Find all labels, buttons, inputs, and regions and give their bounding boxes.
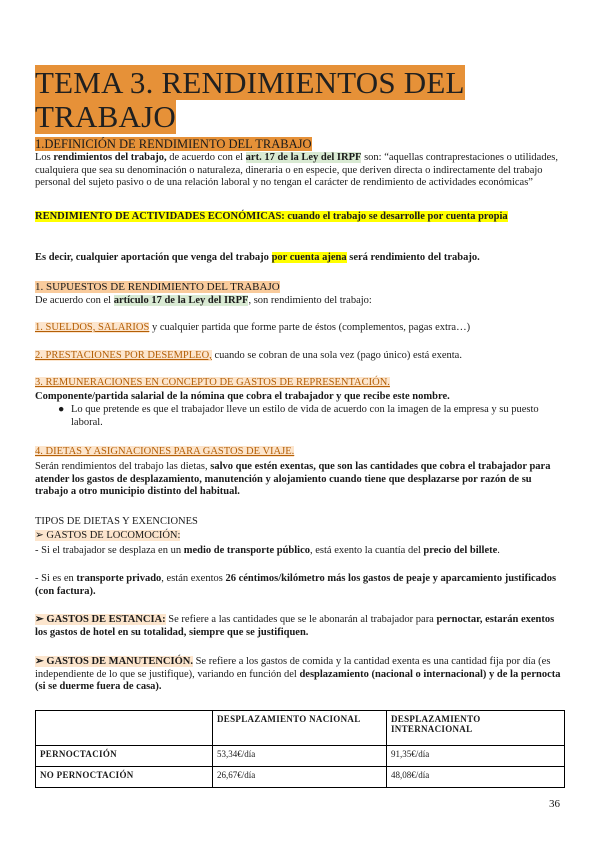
table-cell: 91,35€/día	[387, 746, 565, 767]
page-number: 36	[549, 798, 560, 810]
manutencion-paragraph: ➢ GASTOS DE MANUTENCIÓN. Se refiere a los gastos de comida y la cantidad exenta es una cantidad fija por día (es independiente de lo que se justifique), variando en función del desplazamiento (nacional o internacional) y de la pernocta (si se duerme fuera de casa).	[35, 656, 561, 692]
section-heading-definicion: 1.DEFINICIÓN DE RENDIMIENTO DEL TRABAJO	[35, 137, 312, 151]
table-header-cell	[36, 711, 213, 746]
dietas-table	[35, 710, 565, 788]
locomocion-privado: - Si es en transporte privado, están exentos 26 céntimos/kilómetro más los gastos de peaje y aparcamiento justificados (con factura).	[35, 573, 557, 597]
definition-paragraph: Los rendimientos del trabajo, de acuerdo con el art. 17 de la Ley del IRPF son: “aquellas contraprestaciones o utilidades, cualquiera que sea su denominación o naturaleza, dineraria o en especie, que deriven directa o indirectamente del trabajo personal del sujeto pasivo o de una relación laboral y no tengan el carácter de rendimiento de actividades económicas”	[35, 152, 558, 188]
table-header-row	[36, 711, 565, 746]
estancia-paragraph: ➢ GASTOS DE ESTANCIA: Se refiere a las cantidades que se le abonarán al trabajador para pernoctar, estarán exentos los gastos de hotel en su totalidad, siempre que se justifiquen.	[35, 614, 555, 638]
item-remuneraciones-text: Componente/partida salarial de la nómina que cobra el trabajador y que recibe este nombre.	[35, 391, 450, 402]
bullet-icon: ●	[58, 404, 65, 415]
table-cell: PERNOCTACIÓN	[36, 746, 213, 767]
table-row	[36, 767, 565, 788]
locomocion-publico: - Si el trabajador se desplaza en un medio de transporte público, está exento la cuantía del precio del billete.	[35, 545, 500, 556]
table-cell: 48,08€/día	[387, 767, 565, 788]
table-header-cell: DESPLAZAMIENTO INTERNACIONAL	[387, 711, 565, 746]
locomocion-heading: ➢ GASTOS DE LOCOMOCIÓN:	[35, 530, 181, 541]
item-dietas-text: Serán rendimientos del trabajo las dietas, salvo que estén exentas, que son las cantidades que cobra el trabajador para atender los gastos de desplazamiento, manutención y alojamiento cuando tiene que desplazarse por razón de su trabajo a otro municipio distinto del habitual.	[35, 461, 551, 497]
table-cell: NO PERNOCTACIÓN	[36, 767, 213, 788]
page-title: TEMA 3. RENDIMIENTOS DEL TRABAJO	[35, 65, 465, 134]
table-row	[36, 746, 565, 767]
actividades-economicas-note: RENDIMIENTO DE ACTIVIDADES ECONÓMICAS: cuando el trabajo se desarrolle por cuenta propia	[35, 211, 508, 222]
item-remuneraciones-heading: 3. REMUNERACIONES EN CONCEPTO DE GASTOS DE REPRESENTACIÓN.	[35, 377, 390, 388]
tipos-heading: TIPOS DE DIETAS Y EXENCIONES	[35, 516, 198, 527]
section-heading-supuestos: 1. SUPUESTOS DE RENDIMIENTO DEL TRABAJO	[35, 281, 280, 293]
table-cell: 53,34€/día	[213, 746, 387, 767]
supuestos-intro: De acuerdo con el artículo 17 de la Ley del IRPF, son rendimiento del trabajo:	[35, 295, 372, 306]
table-header-cell: DESPLAZAMIENTO NACIONAL	[213, 711, 387, 746]
table-cell: 26,67€/día	[213, 767, 387, 788]
cuenta-ajena-paragraph: Es decir, cualquier aportación que venga del trabajo por cuenta ajena será rendimiento del trabajo.	[35, 252, 480, 263]
remuneraciones-bullet: ● Lo que pretende es que el trabajador lleve un estilo de vida de acuerdo con la imagen de la empresa y su puesto laboral.	[58, 404, 539, 428]
item-sueldos: 1. SUELDOS, SALARIOS y cualquier partida que forme parte de éstos (complementos, pagas extra…)	[35, 322, 471, 333]
item-dietas-heading: 4. DIETAS Y ASIGNACIONES PARA GASTOS DE VIAJE.	[35, 446, 295, 457]
item-prestaciones: 2. PRESTACIONES POR DESEMPLEO, cuando se cobran de una sola vez (pago único) está exenta.	[35, 350, 462, 361]
